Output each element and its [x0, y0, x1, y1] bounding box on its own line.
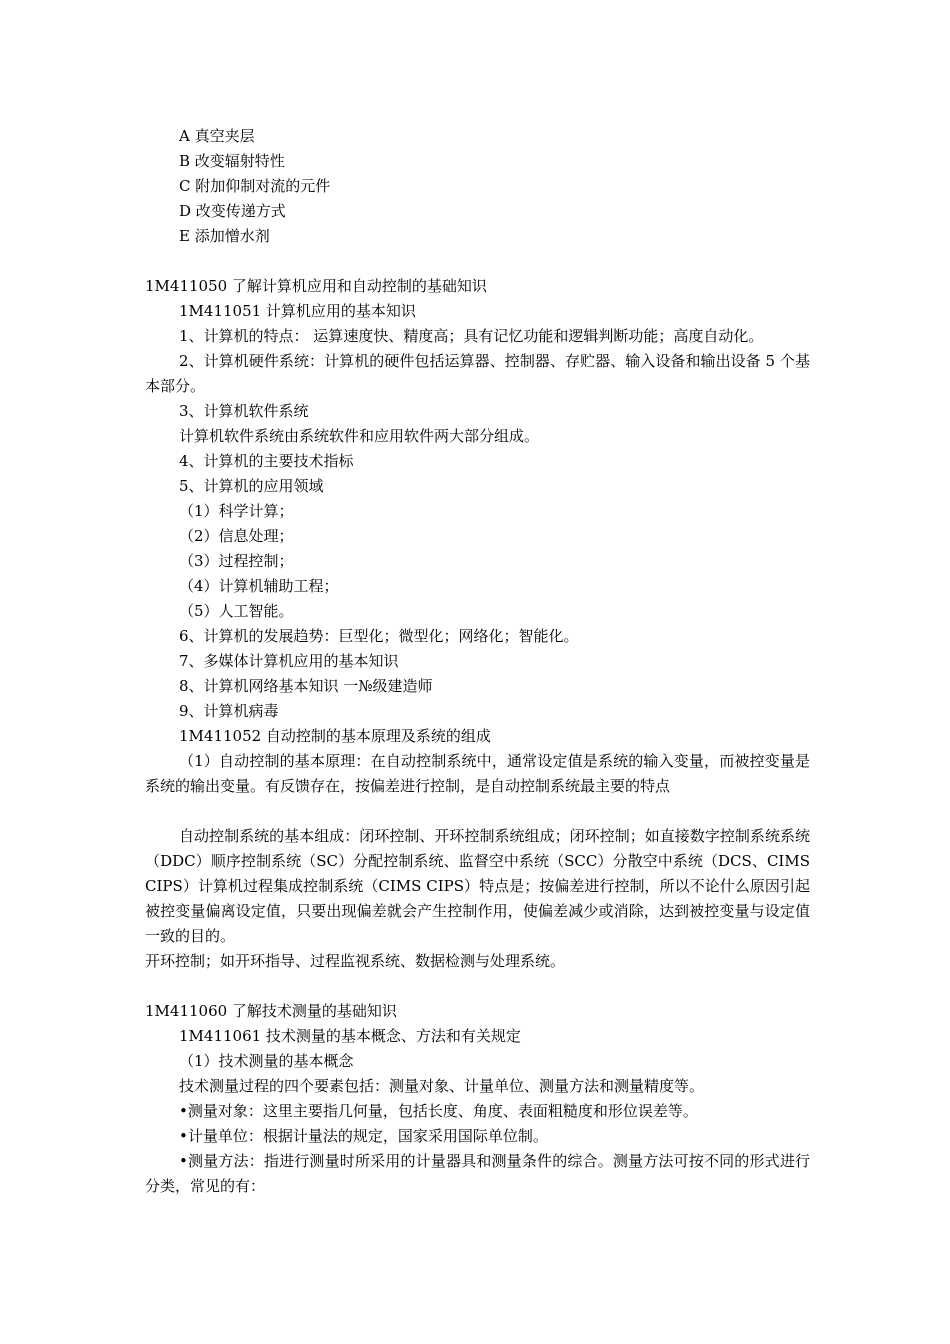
- paragraph-measurement-elements: 技术测量过程的四个要素包括：测量对象、计量单位、测量方法和测量精度等。: [179, 1077, 705, 1095]
- list-item: （2）信息处理；: [179, 527, 294, 545]
- paragraph-open-loop: 开环控制；如开环指导、过程监视系统、数据检测与处理系统。: [145, 952, 566, 970]
- paragraph-computer-features: 1、计算机的特点： 运算速度快、精度高；具有记忆功能和逻辑判断功能；高度自动化。: [179, 327, 764, 345]
- option-a: A 真空夹层: [179, 127, 255, 145]
- list-item: （1）科学计算；: [179, 502, 294, 520]
- paragraph-control-principle: （1）自动控制的基本原理：在自动控制系统中，通常设定值是系统的输入变量，而被控变量是系统的输出变量。有反馈存在，按偏差进行控制，是自动控制系统最主要的特点: [145, 752, 810, 795]
- option-d: D 改变传递方式: [179, 202, 286, 220]
- paragraph-hardware-system: 2、计算机硬件系统：计算机的硬件包括运算器、控制器、存贮器、输入设备和输出设备 5 个基本部分。: [145, 352, 810, 395]
- paragraph-development-trend: 6、计算机的发展趋势：巨型化；微型化；网络化；智能化。: [179, 627, 579, 645]
- paragraph-virus: 9、计算机病毒: [179, 702, 279, 720]
- option-e: E 添加憎水剂: [179, 227, 270, 245]
- subsection-heading-1m411052: 1M411052 自动控制的基本原理及系统的组成: [179, 727, 491, 745]
- subsection-heading-1m411061: 1M411061 技术测量的基本概念、方法和有关规定: [179, 1027, 521, 1045]
- bullet-measurement-object: •测量对象：这里主要指几何量，包括长度、角度、表面粗糙度和形位误差等。: [179, 1102, 698, 1120]
- bullet-measurement-unit: •计量单位：根据计量法的规定，国家采用国际单位制。: [179, 1127, 548, 1145]
- spacer: [145, 974, 810, 999]
- paragraph-multimedia: 7、多媒体计算机应用的基本知识: [179, 652, 399, 670]
- subsection-heading-1m411051: 1M411051 计算机应用的基本知识: [179, 302, 416, 320]
- bullet-measurement-method: •测量方法：指进行测量时所采用的计量器具和测量条件的综合。测量方法可按不同的形式进行分类，常见的有：: [145, 1152, 810, 1195]
- option-b: B 改变辐射特性: [179, 152, 285, 170]
- paragraph-software-body: 计算机软件系统由系统软件和应用软件两大部分组成。: [179, 427, 540, 445]
- paragraph-network: 8、计算机网络基本知识 一№级建造师: [179, 677, 433, 695]
- list-item: （3）过程控制；: [179, 552, 294, 570]
- list-item: （5）人工智能。: [179, 602, 294, 620]
- paragraph-tech-indicators: 4、计算机的主要技术指标: [179, 452, 354, 470]
- paragraph-software-system: 3、计算机软件系统: [179, 402, 309, 420]
- document-page: [145, 124, 810, 1199]
- list-item: （4）计算机辅助工程；: [179, 577, 339, 595]
- paragraph-application-fields: 5、计算机的应用领域: [179, 477, 324, 495]
- spacer: [145, 249, 810, 274]
- paragraph-control-composition: 自动控制系统的基本组成：闭环控制、开环控制系统组成；闭环控制；如直接数字控制系统系统（DDC）顺序控制系统（SC）分配控制系统、监督空中系统（SCC）分散空中系统（DCS、CIMS CIPS）计算机过程集成控制系统（CIMS CIPS）特点是；按偏差进行控制，所以不论什么原因引起被控变量偏离设定值，只要出现偏差就会产生控制作用，使偏差减少或消除，达到被控变量与设定值一致的目的。: [145, 827, 810, 945]
- option-c: C 附加仰制对流的元件: [179, 177, 331, 195]
- paragraph-measurement-concept: （1）技术测量的基本概念: [179, 1052, 354, 1070]
- spacer: [145, 799, 810, 824]
- section-heading-1m411050: 1M411050 了解计算机应用和自动控制的基础知识: [145, 277, 487, 295]
- section-heading-1m411060: 1M411060 了解技术测量的基础知识: [145, 1002, 397, 1020]
